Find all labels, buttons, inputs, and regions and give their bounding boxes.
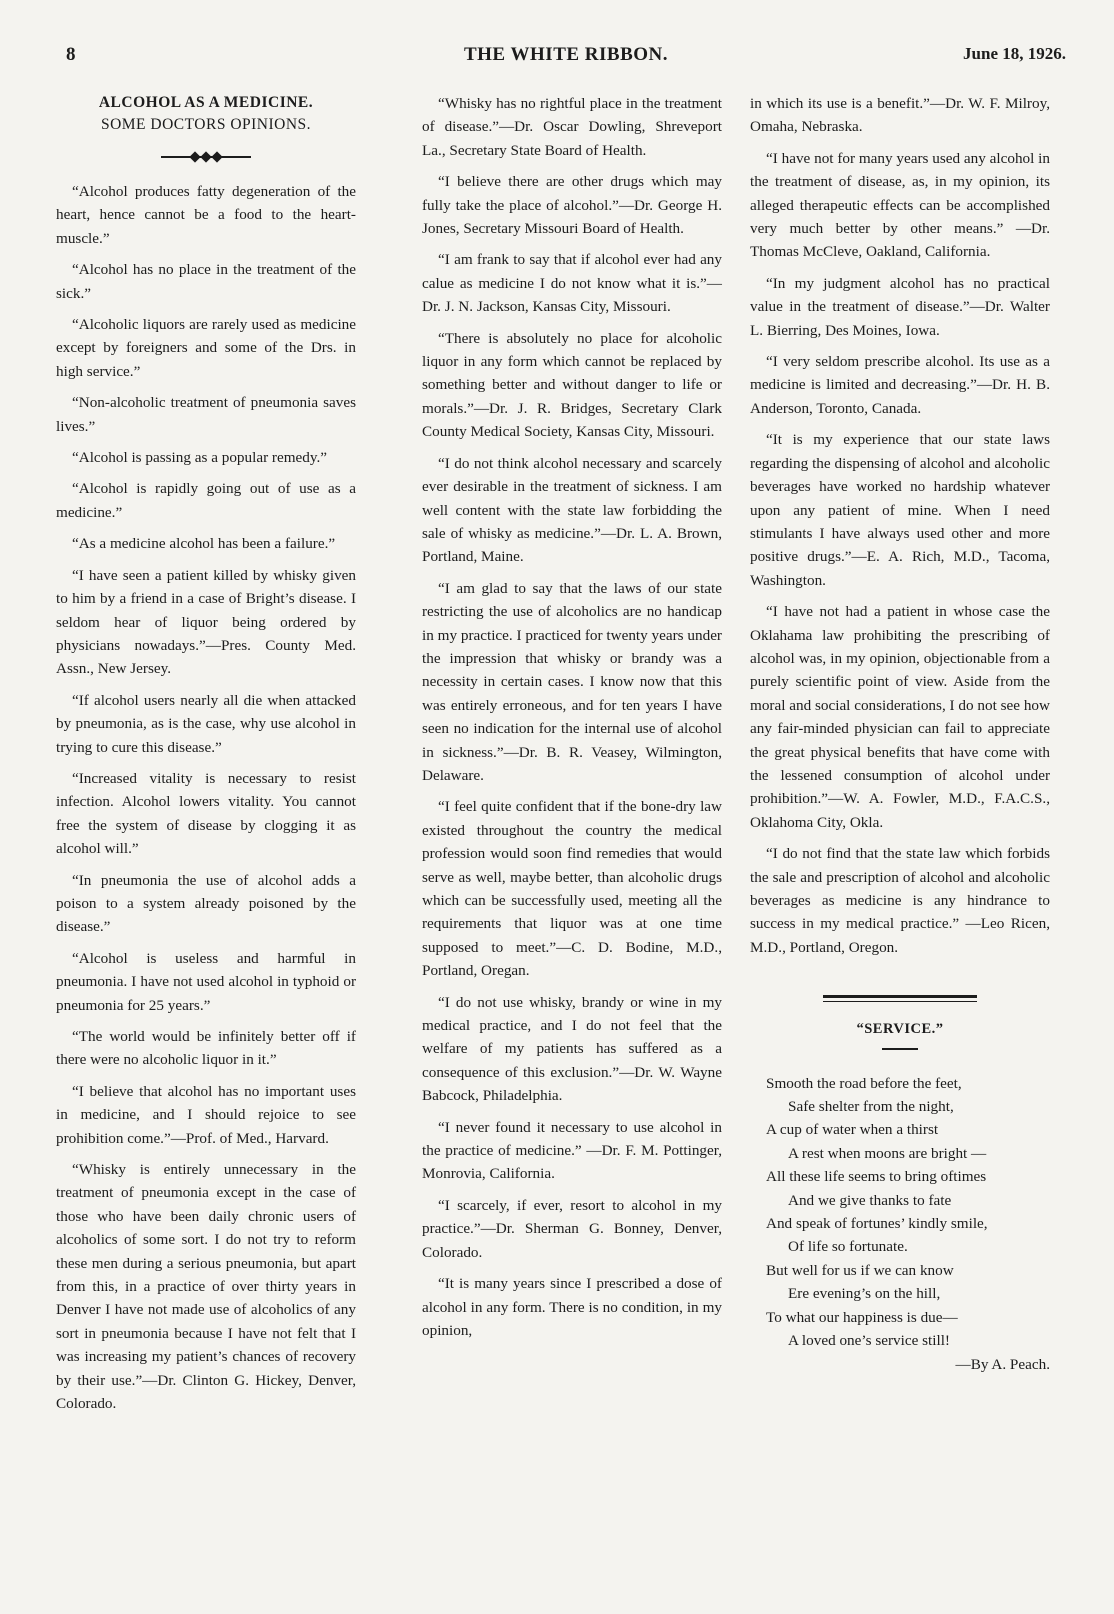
- quote-paragraph: “I have not had a patient in whose case the Oklahama law prohibiting the prescribing of alcohol was, in my opinion, objectionable from a purely scientific point of view. Aside from the moral and social considerations, I do not see how any fair-minded physician can fail to appreciate the great physical benefits that have come with the lessened consumption of alcohol under prohibition.”—W. A. Fowler, M.D., F.A.C.S., Oklahoma City, Okla.: [750, 603, 1050, 831]
- poem-line: To what our happiness is due—: [766, 1308, 958, 1326]
- poem-line: Ere evening’s on the hill,: [788, 1285, 941, 1303]
- quote-paragraph: “I do not find that the state law which forbids the sale and prescription of alcohol and alcoholic beverages as medicine is any hindrance to success in my medical practice.” —Leo Ricen, M.D., Portland, Oregon.: [750, 845, 1050, 956]
- quote-paragraph: “In pneumonia the use of alcohol adds a poison to a system already poisoned by the disease.”: [56, 871, 356, 936]
- poem-line: But well for us if we can know: [766, 1261, 954, 1279]
- poem-line: A cup of water when a thirst: [766, 1121, 939, 1139]
- quote-paragraph: “I am frank to say that if alcohol ever had any calue as medicine I do not know what it is.”—Dr. J. N. Jackson, Kansas City, Missouri.: [422, 251, 722, 316]
- quote-paragraph: “Whisky has no rightful place in the treatment of disease.”—Dr. Oscar Dowling, Shreveport La., Secretary State Board of Health.: [422, 95, 722, 159]
- quote-paragraph: “I believe there are other drugs which may fully take the place of alcohol.”—Dr. George H. Jones, Secretary Missouri Board of Health.: [422, 173, 722, 238]
- quote-paragraph: “Alcohol is rapidly going out of use as a medicine.”: [56, 480, 356, 521]
- quote-paragraph: “Whisky is entirely unnecessary in the treatment of pneumonia except in the case of those who have been daily chronic users of alcoholics of some sort. I do not try to reform these men during a serious pneumonia, but apart from this, in a practice of over thirty years in Denver I have not made use of alcoholics of any sort in pneumonia because I have not felt that I was increasing my patient’s chances of recovery by their use.”—Dr. Clinton G. Hickey, Denver, Colorado.: [56, 1161, 356, 1413]
- poem-line: All these life seems to bring oftimes: [766, 1168, 987, 1186]
- quote-paragraph: “Alcohol has no place in the treatment of the sick.”: [56, 261, 356, 302]
- page-number: 8: [66, 44, 76, 65]
- poem-line: A rest when moons are bright —: [788, 1144, 987, 1162]
- quote-paragraph: “I am glad to say that the laws of our state restricting the use of alcoholics are no handicap in my practice. I practiced for twenty years under the impression that whisky or brandy was a necessity in certain cases. I know now that this was entirely erroneous, and for ten years I have seen no indication for the internal use of alcohol in sickness.”—Dr. B. R. Veasey, Wilmington, Delaware.: [422, 579, 722, 784]
- quote-paragraph: “It is my experience that our state laws regarding the dispensing of alcohol and alcoholic beverages have worked no hardship whatever upon any patient of mine. When I need stimulants I have always used other and more positive drugs.”—E. A. Rich, M.D., Tacoma, Washington.: [750, 431, 1050, 589]
- quote-paragraph: “If alcohol users nearly all die when attacked by pneumonia, as is the case, why use alcohol in trying to cure this disease.”: [56, 691, 356, 756]
- quote-paragraph: “I have seen a patient killed by whisky given to him by a friend in a case of Bright’s disease. I seldom hear of liquor being ordered by physicians nowadays.”—Pres. County Med. Assn., New Jersey.: [56, 566, 356, 678]
- poem: [750, 1072, 1050, 1376]
- quote-paragraph-continued: in which its use is a benefit.”—Dr. W. F. Milroy, Omaha, Nebraska.: [750, 95, 1050, 136]
- quote-paragraph: “I do not use whisky, brandy or wine in my medical practice, and I do not feel that the welfare of my patients has suffered as a consequence of this exclusion.”—Dr. W. Wayne Babcock, Philadelphia.: [422, 993, 722, 1105]
- article-title-block: [56, 92, 356, 162]
- poem-line: And we give thanks to fate: [788, 1191, 952, 1209]
- article-title: ALCOHOL AS A MEDICINE.: [98, 94, 314, 111]
- column-1: [56, 92, 356, 1424]
- quote-paragraph: “I do not think alcohol necessary and scarcely ever desirable in the treatment of sickness. I am well content with the state law forbidding the sale of whisky as medicine.”—Dr. L. A. Brown, Portland, Maine.: [422, 454, 722, 566]
- poem-author: —By A. Peach.: [955, 1355, 1050, 1373]
- publication-title: THE WHITE RIBBON.: [463, 44, 668, 65]
- quote-paragraph: “I very seldom prescribe alcohol. Its use as a medicine is limited and decreasing.”—Dr. H. B. Anderson, Toronto, Canada.: [750, 353, 1050, 417]
- quote-paragraph: “The world would be infinitely better off if there were no alcoholic liquor in it.”: [56, 1028, 356, 1069]
- poem-title: “SERVICE.”: [856, 1021, 944, 1038]
- quote-paragraph: “As a medicine alcohol has been a failure.”: [72, 535, 336, 553]
- quote-paragraph: “There is absolutely no place for alcoholic liquor in any form which cannot be replaced by something better and without danger to life or morals.”—Dr. J. R. Bridges, Secretary Clark County Medical Society, Kansas City, Missouri.: [422, 329, 722, 441]
- quote-paragraph: “Non-alcoholic treatment of pneumonia saves lives.”: [56, 394, 356, 435]
- quote-paragraph: “Alcoholic liquors are rarely used as medicine except by foreigners and some of the Drs. in high service.”: [56, 316, 356, 380]
- page-header: [66, 44, 1066, 72]
- quote-paragraph: “I feel quite confident that if the bone-dry law existed throughout the country the medical profession would soon find remedies that would serve as well, maybe better, than alcoholic drugs which can be successfully used, meeting all the requirements that liquor was at one time supposed to meet.”—C. D. Bodine, M.D., Portland, Oregan.: [422, 798, 722, 980]
- poem-line: Of life so fortunate.: [788, 1238, 908, 1256]
- poem-title-rule: [882, 1048, 918, 1050]
- column-2: [422, 92, 722, 1350]
- quote-paragraph: “I believe that alcohol has no important uses in medicine, and I should rejoice to see prohibition come.”—Prof. of Med., Harvard.: [56, 1082, 356, 1147]
- quote-paragraph: “I scarcely, if ever, resort to alcohol in my practice.”—Dr. Sherman G. Bonney, Denver, Colorado.: [422, 1196, 722, 1261]
- poem-line: And speak of fortunes’ kindly smile,: [766, 1215, 988, 1233]
- poem-line: A loved one’s service still!: [788, 1332, 950, 1350]
- quote-paragraph: “Alcohol is passing as a popular remedy.”: [72, 449, 328, 467]
- section-divider: [823, 995, 977, 1002]
- quote-paragraph: “I never found it necessary to use alcohol in the practice of medicine.” —Dr. F. M. Pottinger, Monrovia, California.: [422, 1118, 722, 1183]
- quote-paragraph: “I have not for many years used any alcohol in the treatment of disease, as, in my opinion, its alleged therapeutic effects can be accomplished very much better by other means.” —Dr. Thomas McCleve, Oakland, California.: [750, 149, 1050, 261]
- ornament-divider: [161, 152, 251, 162]
- issue-date: June 18, 1926.: [963, 44, 1066, 63]
- poem-line: Smooth the road before the feet,: [766, 1074, 962, 1092]
- quote-paragraph: “Increased vitality is necessary to resist infection. Alcohol lowers vitality. You cannot free the system of disease by clogging it as alcohol will.”: [56, 769, 356, 858]
- quote-paragraph: “In my judgment alcohol has no practical value in the treatment of disease.”—Dr. Walter L. Bierring, Des Moines, Iowa.: [750, 274, 1050, 339]
- quote-paragraph: “Alcohol is useless and harmful in pneumonia. I have not used alcohol in typhoid or pneumonia for 25 years.”: [56, 949, 356, 1014]
- quote-paragraph: “Alcohol produces fatty degeneration of the heart, hence cannot be a food to the heart-muscle.”: [56, 183, 356, 247]
- poem-line: Safe shelter from the night,: [788, 1098, 954, 1116]
- column-3: [750, 92, 1050, 1376]
- article-subtitle: SOME DOCTORS OPINIONS.: [100, 116, 312, 133]
- quote-paragraph: “It is many years since I prescribed a dose of alcohol in any form. There is no condition, in my opinion,: [422, 1275, 722, 1339]
